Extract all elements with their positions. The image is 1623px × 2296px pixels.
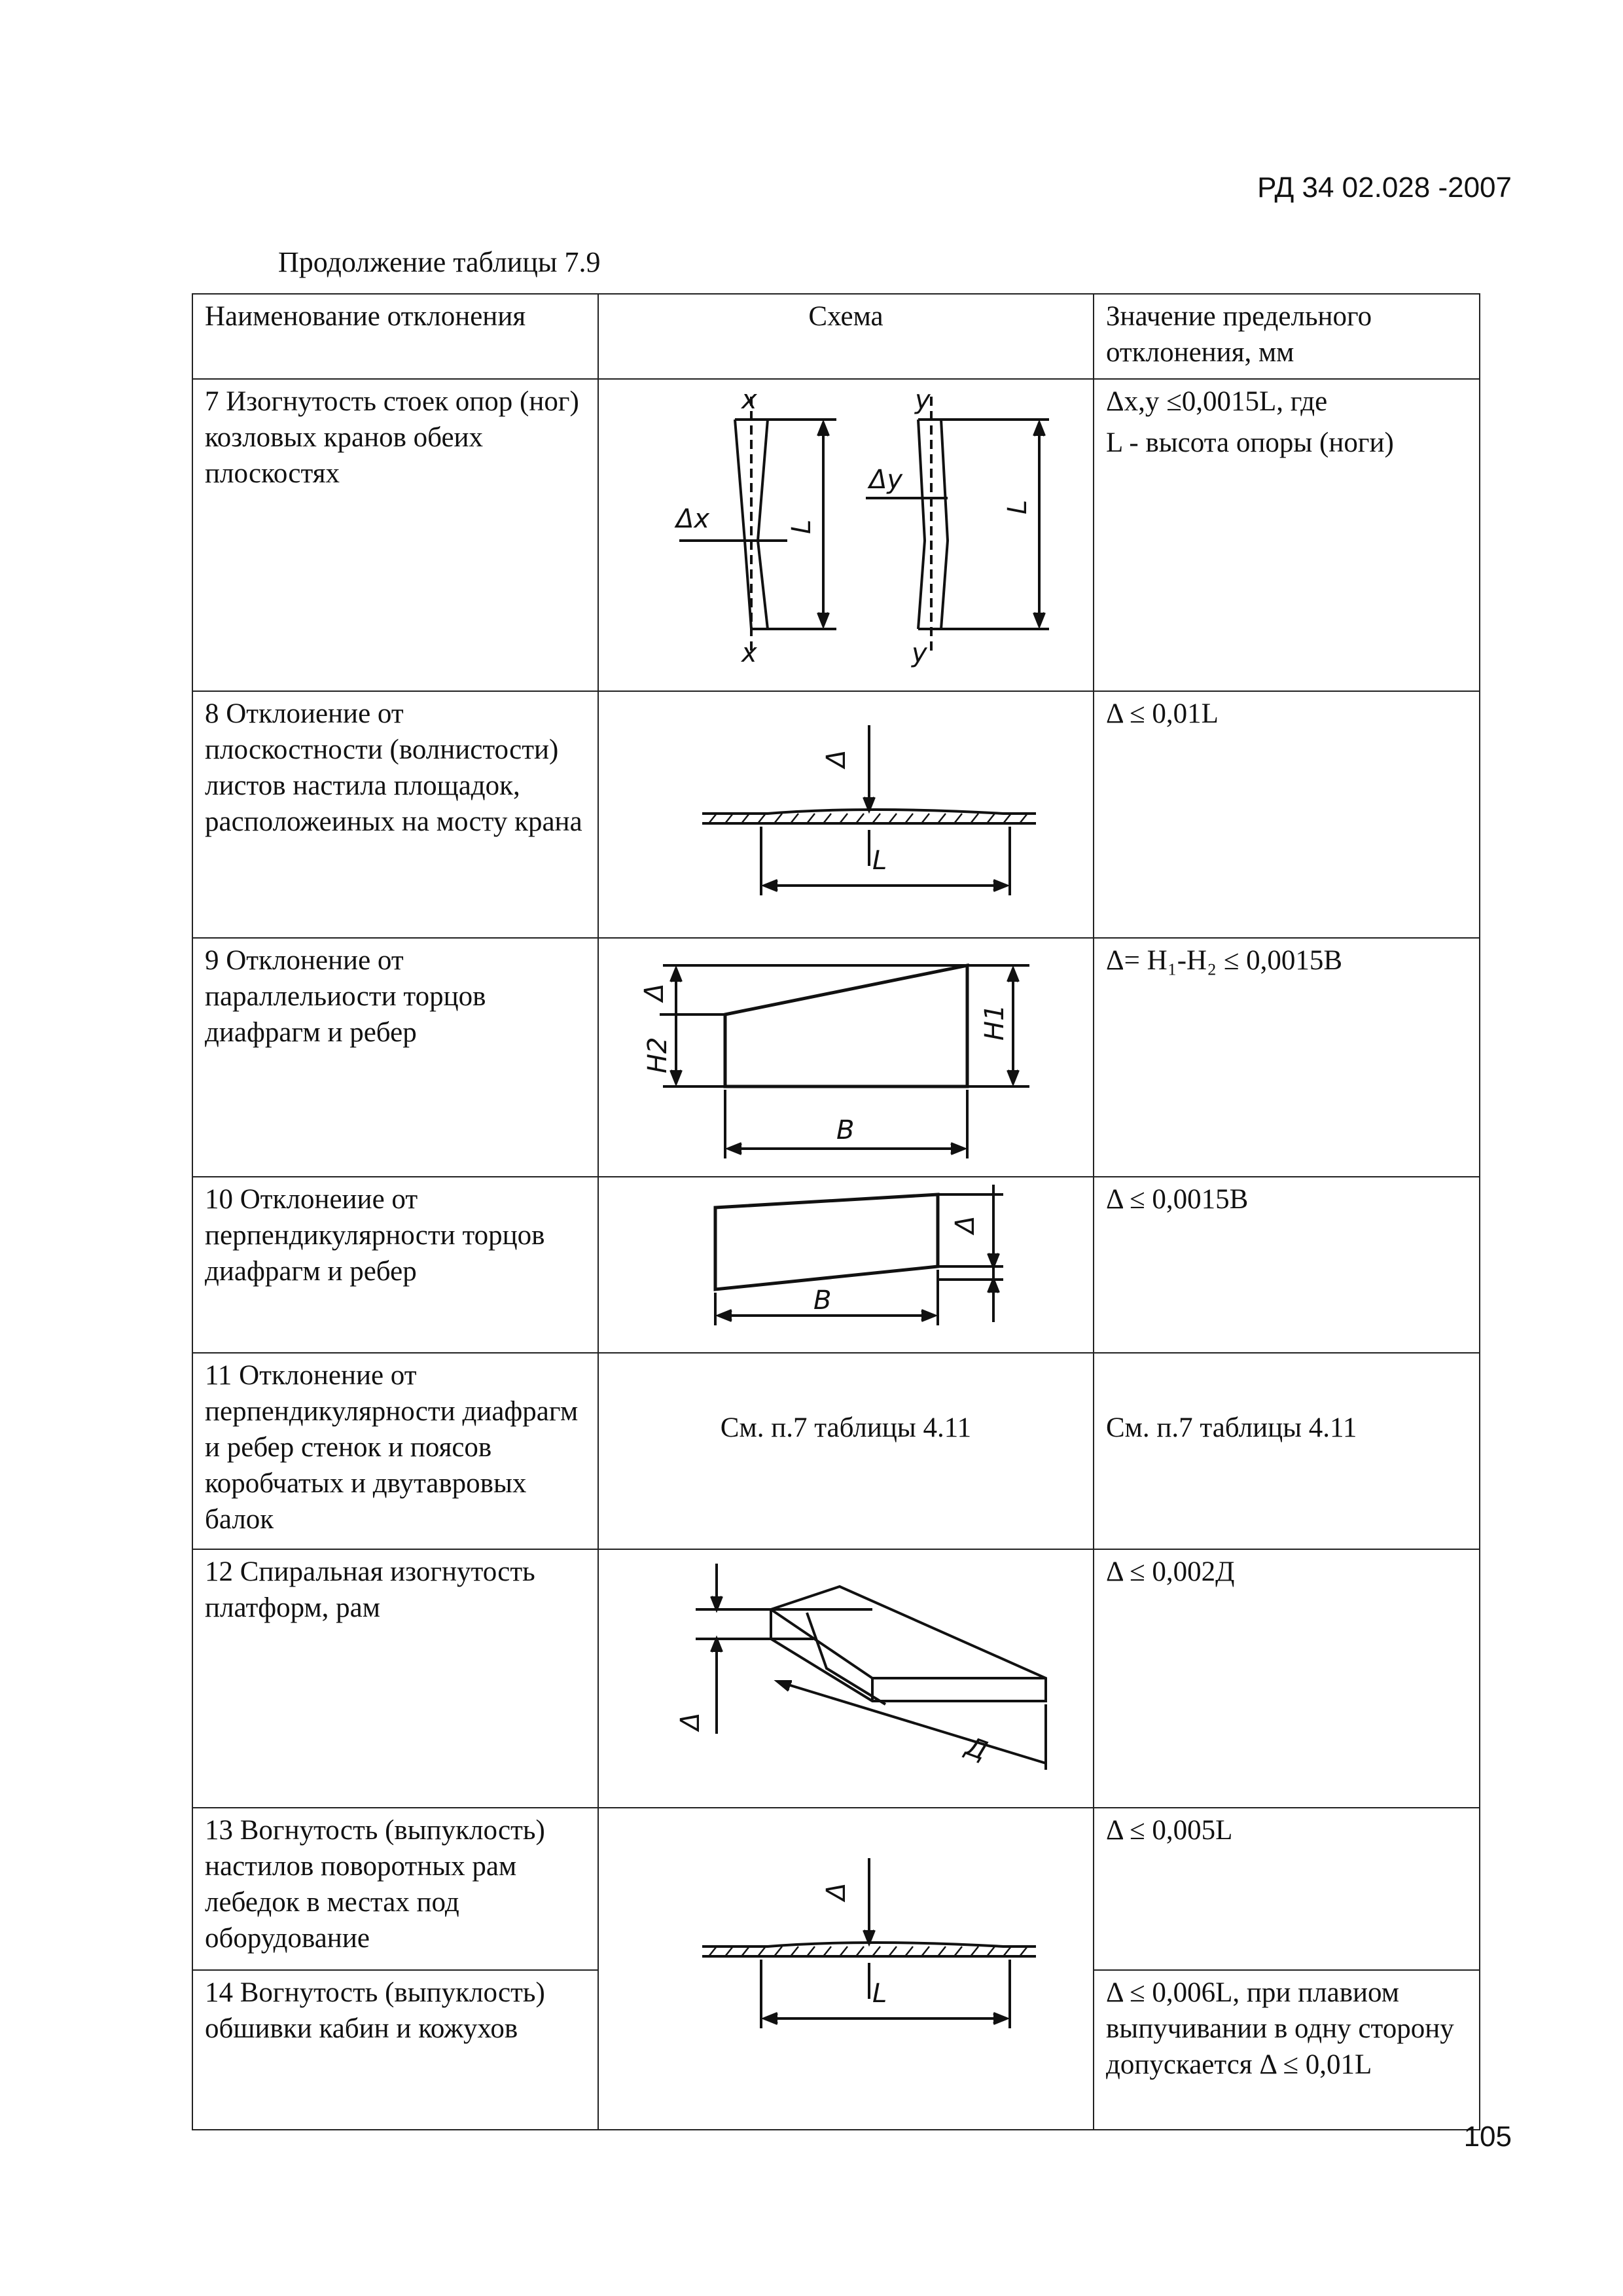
delta-label: Δ: [639, 983, 669, 1001]
length-label-right: L: [1003, 499, 1033, 514]
row-name: 13 Вогнутость (выпуклость) настилов поворотных рам лебедок в местах под оборудование: [192, 1808, 598, 1970]
leg-bending-diagram: [611, 384, 1105, 687]
axis-label-x-bottom: x: [741, 638, 757, 668]
row-name: 11 Отклонение от перпендикулярности диафрагм и ребер стенок и поясов коробчатых и двутавровых балок: [192, 1353, 598, 1549]
flatness-diagram: [611, 696, 1105, 933]
row-value: Δ ≤ 0,002Д: [1094, 1549, 1480, 1808]
delta-label: Δ: [950, 1215, 980, 1234]
scheme-cell: [598, 691, 1094, 938]
row-name: 14 Вогнутость (выпуклость) обшивки кабин и кожухов: [192, 1970, 598, 2130]
spiral-bending-diagram: [611, 1554, 1105, 1803]
scheme-reference: См. п.7 таблицы 4.11: [720, 1412, 972, 1443]
row-value-line: L - высота опоры (ноги): [1106, 427, 1394, 458]
perpendicularity-diagram: [611, 1181, 1105, 1348]
table-row: [192, 1549, 1480, 1808]
row-value: Δ= H₁-H₂ ≤ 0,0015В: [1094, 938, 1480, 1177]
h1-label: H1: [980, 1004, 1010, 1041]
scheme-cell: [598, 1177, 1094, 1353]
row-value-line: Δx,y ≤0,0015L, где: [1106, 386, 1328, 417]
row-value: Δ ≤ 0,0015В: [1094, 1177, 1480, 1353]
length-label: L: [872, 1979, 887, 2009]
base-label: B: [813, 1285, 832, 1316]
delta-label: Δ: [821, 1882, 851, 1901]
table-row: [192, 938, 1480, 1177]
table-row: [192, 1353, 1480, 1549]
row-name: 8 Отклоиение от плоскостности (волнистости) листов настила площадок, расположеиных на мосту крана: [192, 691, 598, 938]
row-name: 12 Спиральная изогнутость платформ, рам: [192, 1549, 598, 1808]
row-name: 7 Изогнутость стоек опор (ног) козловых кранов обеих плоскостях: [192, 379, 598, 691]
row-value: Δ ≤ 0,01L: [1094, 691, 1480, 938]
length-label: L: [872, 846, 887, 876]
column-header-name: Наименование отклонения: [192, 294, 598, 379]
column-header-scheme: Схема: [598, 294, 1094, 379]
diagonal-label: Д: [961, 1731, 991, 1767]
row-name: 10 Отклонеиие от перпендикулярности торцов диафрагм и ребер: [192, 1177, 598, 1353]
table-row: [192, 1177, 1480, 1353]
table-row: [192, 1808, 1480, 1970]
table-row: [192, 379, 1480, 691]
axis-label-y-top: y: [915, 385, 931, 415]
delta-x-label: Δx: [676, 504, 710, 534]
row-value: [1094, 1353, 1480, 1549]
delta-label: Δ: [821, 749, 851, 768]
scheme-cell: [598, 938, 1094, 1177]
axis-label-x-top: x: [741, 385, 757, 415]
delta-y-label: Δy: [869, 465, 903, 495]
row-name: 9 Отклонение от параллельиости торцов диафрагм и ребер: [192, 938, 598, 1177]
deviation-table: [192, 293, 1480, 2130]
table-row: [192, 691, 1480, 938]
h2-label: H2: [643, 1037, 673, 1073]
table-header-row: [192, 294, 1480, 379]
delta-label: Δ: [675, 1712, 705, 1731]
base-label: B: [836, 1115, 855, 1145]
row-value: [1094, 379, 1480, 691]
row-value: Δ ≤ 0,006L, при плавиом выпучивании в одну сторону допускается Δ ≤ 0,01L: [1094, 1970, 1480, 2130]
scheme-cell: [598, 1353, 1094, 1549]
row-value: Δ ≤ 0,005L: [1094, 1808, 1480, 1970]
table-caption: Продолжение таблицы 7.9: [278, 246, 601, 278]
page-number: 105: [1463, 2121, 1512, 2153]
column-header-value: Значение предельного отклонения, мм: [1094, 294, 1480, 379]
scheme-cell: [598, 379, 1094, 691]
length-label-left: L: [787, 519, 817, 534]
scheme-cell: [598, 1549, 1094, 1808]
concavity-diagram: [611, 1812, 1105, 2125]
parallelism-diagram: [611, 942, 1105, 1172]
scheme-cell: [598, 1808, 1094, 2130]
row-value-text: См. п.7 таблицы 4.11: [1106, 1412, 1357, 1443]
document-code: РД 34 02.028 -2007: [1257, 171, 1512, 204]
axis-label-y-bottom: y: [912, 638, 927, 668]
